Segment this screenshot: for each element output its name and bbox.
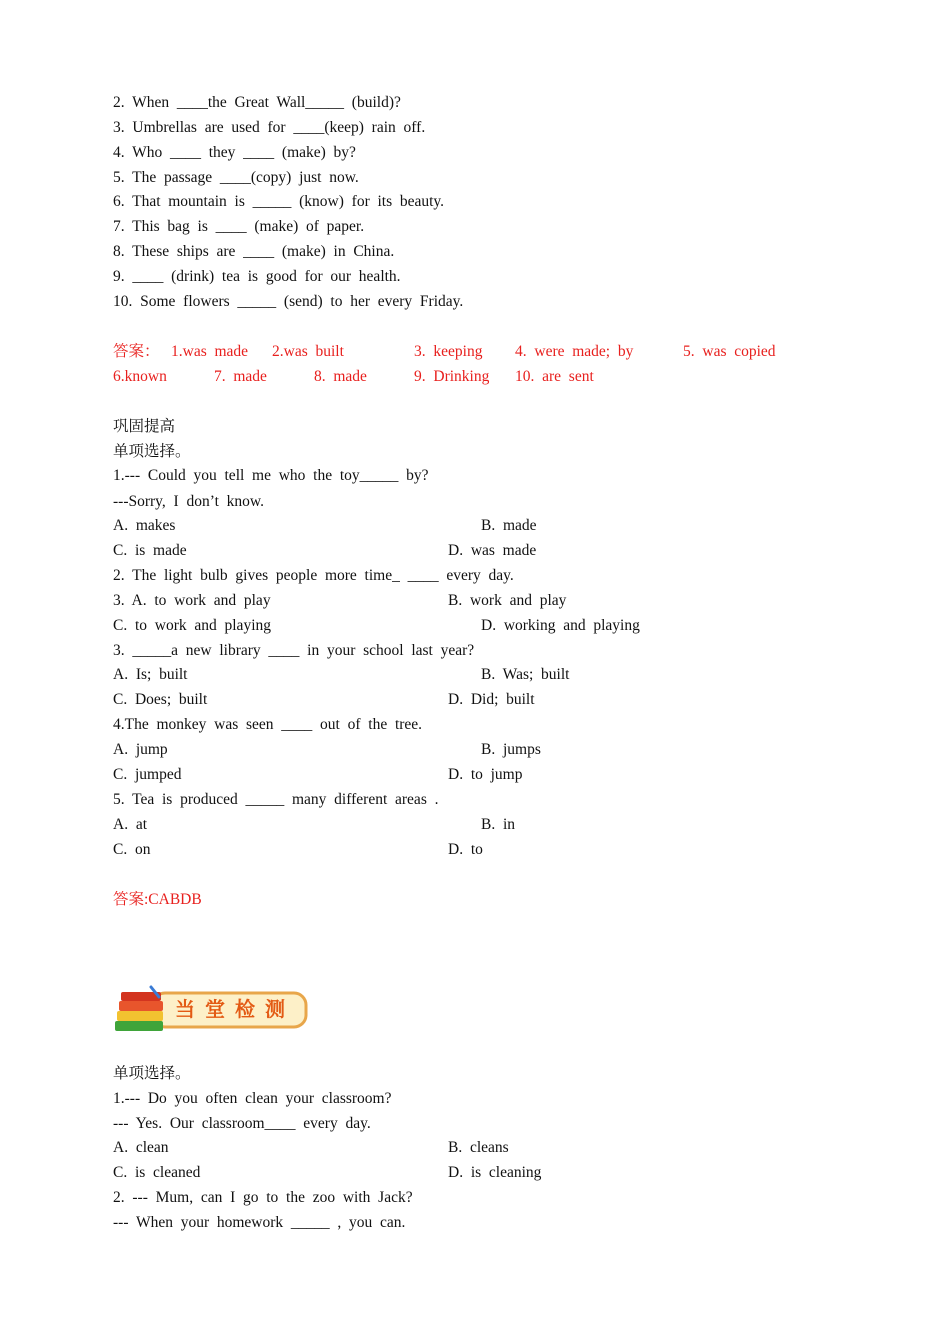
exercise-line: 2. When ____the Great Wall_____ (build)? [113,94,401,111]
option-d: D. to jump [448,766,523,783]
section-subtitle: 单项选择。 [113,1065,191,1082]
option-d: D. to [448,841,483,858]
question-text: 1.--- Do you often clean your classroom? [113,1090,392,1107]
option-b: B. cleans [448,1139,509,1156]
option-b: B. work and play [448,592,567,609]
question-text: ---Sorry, I don’t know. [113,493,264,510]
answer-item: 1.was made [171,343,249,360]
option-c: C. is made [113,542,187,559]
section-title: 巩固提高 [113,418,176,435]
question-text: 2. --- Mum, can I go to the zoo with Jack? [113,1189,413,1206]
question-text: 5. Tea is produced _____ many different areas . [113,791,439,808]
answer-item: 5. was copied [683,343,776,360]
section-subtitle: 单项选择。 [113,443,191,460]
answer-item: 2.was built [272,343,344,360]
exercise-line: 4. Who ____ they ____ (make) by? [113,144,356,161]
exercise-line: 5. The passage ____(copy) just now. [113,169,359,186]
question-text: 3. _____a new library ____ in your school last year? [113,642,475,659]
option-c: C. to work and playing [113,617,271,634]
question-text: 2. The light bulb gives people more time_ ____ every day. [113,567,514,584]
question-text: --- When your homework _____ , you can. [113,1214,406,1231]
option-a: A. Is; built [113,666,188,683]
option-d: D. was made [448,542,537,559]
banner-title: 当堂检测 [175,997,295,1021]
option-a: A. clean [113,1139,169,1156]
section-banner [113,985,309,1035]
answer-item: 4. were made; by [515,343,634,360]
option-b: B. made [481,517,537,534]
question-text: --- Yes. Our classroom____ every day. [113,1115,371,1132]
question-text: 1.--- Could you tell me who the toy_____ by? [113,467,429,484]
exercise-line: 7. This bag is ____ (make) of paper. [113,218,365,235]
option-c: C. on [113,841,151,858]
answer-item: 9. Drinking [414,368,490,385]
option-a: A. makes [113,517,176,534]
exercise-line: 9. ____ (drink) tea is good for our health. [113,268,401,285]
question-text: 4.The monkey was seen ____ out of the tree. [113,716,423,733]
answer-item: 7. made [214,368,267,385]
answer-item: 3. keeping [414,343,483,360]
option-d: D. Did; built [448,691,535,708]
answer-item: 10. are sent [515,368,594,385]
option-a: A. at [113,816,148,833]
option-b: B. jumps [481,741,541,758]
answer-item: 6.known [113,368,167,385]
option-a: A. jump [113,741,168,758]
option-c: C. is cleaned [113,1164,201,1181]
option-c: C. jumped [113,766,182,783]
answer-key: 答案:CABDB [113,891,202,908]
answer-label: 答案： [113,343,160,360]
answer-item: 8. made [314,368,367,385]
option-c: C. Does; built [113,691,208,708]
exercise-line: 8. These ships are ____ (make) in China. [113,243,395,260]
option-d: D. is cleaning [448,1164,542,1181]
exercise-line: 10. Some flowers _____ (send) to her every Friday. [113,293,464,310]
option-b: B. in [481,816,516,833]
option-b: B. Was; built [481,666,570,683]
exercise-line: 6. That mountain is _____ (know) for its beauty. [113,193,445,210]
option-d: D. working and playing [481,617,640,634]
option-a: 3. A. to work and play [113,592,271,609]
exercise-line: 3. Umbrellas are used for ____(keep) rain off. [113,119,426,136]
